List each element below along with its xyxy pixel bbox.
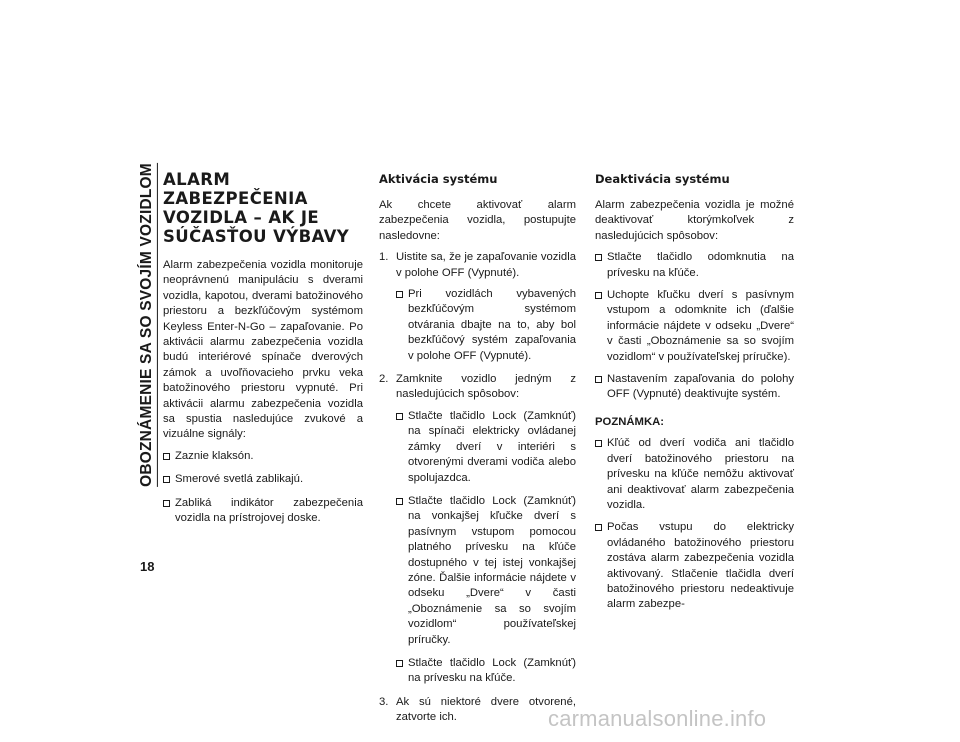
list-item: Stlačte tlačidlo odomknutia na prívesku na kľúče. bbox=[595, 250, 794, 281]
deactivation-heading: Deaktivácia systému bbox=[595, 172, 730, 186]
list-item: Zaznie klaksón. bbox=[163, 449, 363, 464]
chapter-side-tab bbox=[136, 160, 160, 490]
list-item: Stlačte tlačidlo Lock (Zamknúť) na prívesku na kľúče. bbox=[396, 656, 576, 687]
deactivation-intro: Alarm zabezpečenia vozidla je možné deaktivovať ktorýmkoľvek z nasledujúcich spôsobov: bbox=[595, 199, 794, 242]
page-number: 18 bbox=[140, 559, 155, 574]
chapter-title: OBOZNÁMENIE SA SO SVOJÍM VOZIDLOM bbox=[138, 163, 158, 487]
list-item: Stlačte tlačidlo Lock (Zamknúť) na vonkajšej kľučke dverí s pasívnym vstupom pomocou platného prívesku na kľúče dostupného v tej istej vonkajšej zóne. Ďalšie informácie nájdete v odseku „Dvere“ v časti „Oboznámenie sa so svojím vozidlom“ používateľskej príručky. bbox=[396, 494, 576, 648]
step-item bbox=[379, 695, 576, 726]
activation-intro: Ak chcete aktivovať alarm zabezpečenia vozidla, postupujte nasledovne: bbox=[379, 199, 576, 242]
step-item bbox=[379, 250, 576, 364]
list-item: Nastavením zapaľovania do polohy OFF (Vypnuté) deaktivujte systém. bbox=[595, 372, 794, 403]
column-1 bbox=[163, 170, 363, 535]
list-item: Zabliká indikátor zabezpečenia vozidla na prístrojovej doske. bbox=[163, 496, 363, 527]
list-item: Uchopte kľučku dverí s pasívnym vstupom a odomknite ich (ďalšie informácie nájdete v odseku „Dvere“ v časti „Oboznámenie sa so svojím vozidlom“ v používateľskej príručke). bbox=[595, 288, 794, 365]
section-title: ALARM ZABEZPEČENIA VOZIDLA – AK JE SÚČASŤOU VÝBAVY bbox=[163, 170, 350, 246]
step-text: Uistite sa, že je zapaľovanie vozidla v polohe OFF (Vypnuté). bbox=[396, 251, 576, 279]
list-item: Pri vozidlách vybavených bezkľúčovým systémom otvárania dbajte na to, aby bol bezkľúčový systém zapaľovania v polohe OFF (Vypnuté). bbox=[396, 287, 576, 364]
activation-heading: Aktivácia systému bbox=[379, 172, 498, 186]
step-text: Ak sú niektoré dvere otvorené, zatvorte ich. bbox=[396, 695, 576, 724]
list-item: Počas vstupu do elektricky ovládaného batožinového priestoru zostáva alarm zabezpečenia vozidla aktivovaný. Stlačenie tlačidla dverí batožinového priestoru nedeaktivuje alarm zabezpe- bbox=[595, 520, 794, 612]
step-item bbox=[379, 372, 576, 687]
step-sublist bbox=[396, 287, 576, 364]
column-2 bbox=[379, 170, 576, 734]
signal-list bbox=[163, 449, 363, 527]
list-item: Kľúč od dverí vodiča ani tlačidlo dverí batožinového priestoru na prívesku na kľúče nemôžu aktivovať ani deaktivovať alarm zabezpečenia vozidla. bbox=[595, 436, 794, 513]
watermark: carmanualsonline.info bbox=[548, 706, 767, 731]
step-sublist bbox=[396, 409, 576, 687]
list-item: Stlačte tlačidlo Lock (Zamknúť) na spínači elektricky ovládanej zámky dverí v interiéri s otvorenými dverami vodiča alebo spolujazdca. bbox=[396, 409, 576, 486]
step-text: Zamknite vozidlo jedným z nasledujúcich spôsobov: bbox=[396, 373, 576, 401]
intro-paragraph: Alarm zabezpečenia vozidla monitoruje neoprávnenú manipuláciu s dverami vozidla, kapotou, dverami batožinového priestoru a bezkľúčovým systémom Keyless Enter-N-Go – zapaľovanie. Po aktivácii alarmu zabezpečenia vozidla budú interiérové spínače dverových zámok a uvoľňovacieho prvku veka batožinového priestoru vypnuté. Pri aktivácii alarmu zabezpečenia vozidla sa spustia nasledujúce zvukové a vizuálne signály: bbox=[163, 259, 363, 441]
deactivation-list bbox=[595, 250, 794, 403]
step-number: 1. bbox=[379, 251, 389, 264]
list-item: Smerové svetlá zablikajú. bbox=[163, 472, 363, 487]
note-label: POZNÁMKA: bbox=[595, 415, 665, 428]
step-number: 2. bbox=[379, 373, 389, 386]
note-list bbox=[595, 436, 794, 612]
activation-steps bbox=[379, 250, 576, 725]
step-number: 3. bbox=[379, 695, 389, 708]
column-3 bbox=[595, 170, 794, 620]
